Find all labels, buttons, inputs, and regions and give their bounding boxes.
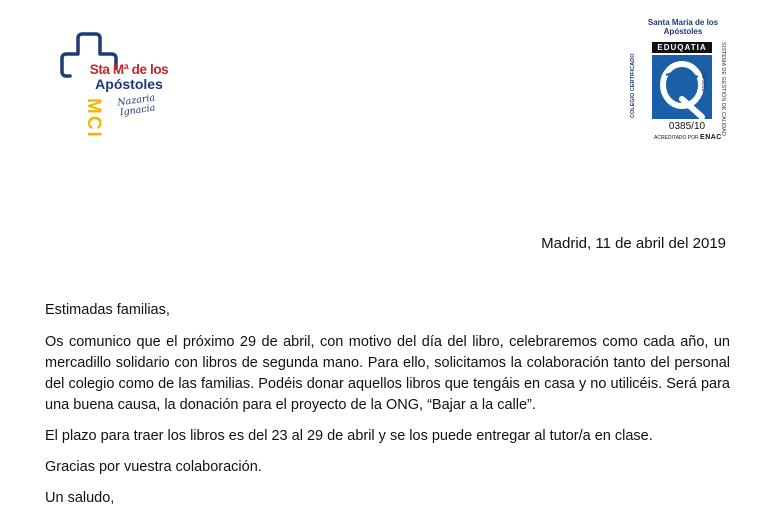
letter-date: Madrid, 11 de abril del 2019 (541, 235, 726, 252)
cert-number: 0385/10 (668, 121, 706, 132)
letter-paragraph-2: El plazo para traer los libros es del 23 al 29 de abril y se los puede entregar al tutor/a en clase. (45, 428, 653, 444)
certification-logo (628, 18, 743, 148)
school-logo: Sta Mª de los Apóstoles MCI Nazaria Ignacia (52, 30, 172, 140)
school-name (84, 62, 174, 92)
cert-iso-label: ISO 9001 (700, 70, 706, 92)
letter-paragraph-3: Gracias por vuestra colaboración. (45, 459, 262, 475)
cert-side-label: COLEGIO CERTIFICADO (630, 53, 636, 118)
cert-brand: EDUQATIA (652, 42, 712, 53)
school-name-line1: Sta Mª de los (89, 62, 169, 77)
letter-greeting: Estimadas familias, (45, 302, 170, 318)
letter-paragraph-1: Os comunico que el próximo 29 de abril, con motivo del día del libro, celebraremos como cada año, un mercadillo solidario con libros de segunda mano. Para ello, solicitamos la colaboración tanto del personal del colegio como de las familias. Podéis donar aquellos libros que tengáis en casa y no utilicéis. Será para una buena causa, la donación para el proyecto de la ONG, “Bajar a la calle”. (45, 334, 730, 413)
letter-body (45, 300, 730, 519)
cert-system-label: SISTEMA DE GESTIÓN DE CALIDAD (720, 42, 726, 136)
school-name-line2: Apóstoles (95, 76, 163, 92)
letter-closing: Un saludo, (45, 490, 115, 506)
cert-org-name: Santa María de los Apóstoles (647, 18, 719, 36)
cert-accreditation: ACREDITADO POR ENAC (654, 134, 722, 141)
founder-signature: Nazaria Ignacia (116, 92, 157, 119)
